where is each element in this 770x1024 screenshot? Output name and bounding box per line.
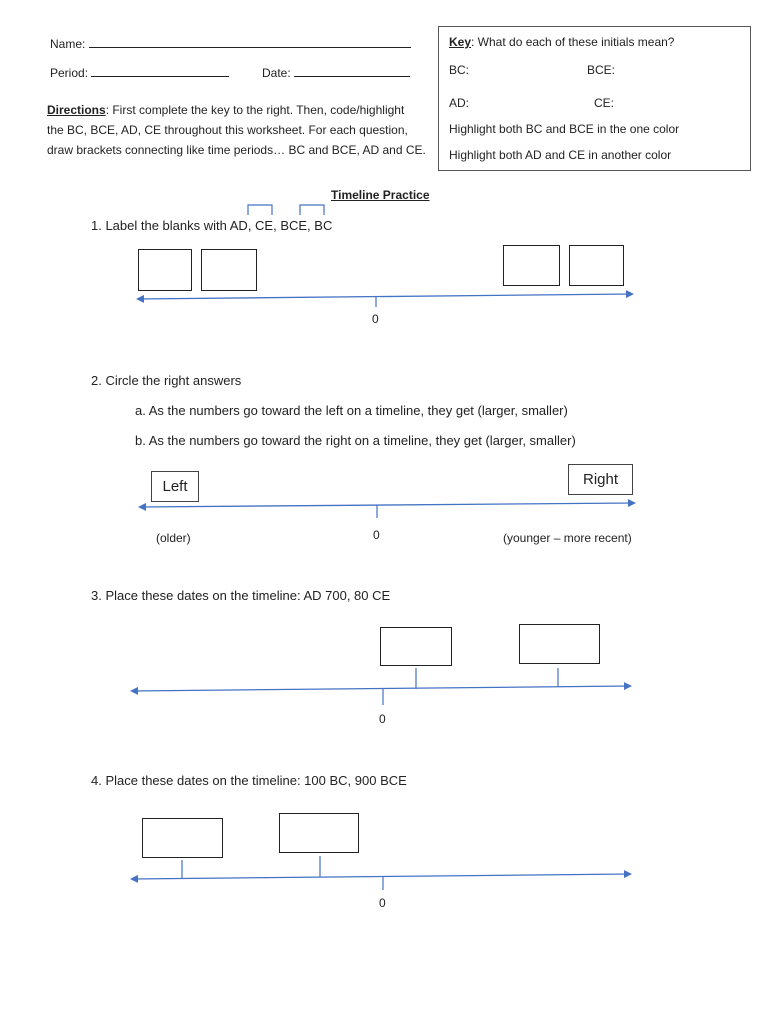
q4-timeline-axis <box>132 874 630 879</box>
q1-answer-box-1[interactable] <box>138 249 192 291</box>
q4-text: 4. Place these dates on the timeline: 100 BC, 900 BCE <box>91 773 407 788</box>
key-ad-label: AD: <box>449 96 470 110</box>
q1-answer-box-2[interactable] <box>201 249 257 291</box>
page-title: Timeline Practice <box>331 188 430 202</box>
directions-line1: : First complete the key to the right. Then, code/highlight <box>105 103 405 117</box>
q3-zero-label: 0 <box>379 712 386 726</box>
q1-bracket-ad-ce <box>248 205 272 215</box>
directions-line2: the BC, BCE, AD, CE throughout this worksheet. For each question, <box>47 123 408 137</box>
q4-zero-label: 0 <box>379 896 386 910</box>
key-instruction-1: Highlight both BC and BCE in the one color <box>449 122 680 136</box>
q2-text: 2. Circle the right answers <box>91 373 242 388</box>
q2-timeline-axis <box>140 503 634 507</box>
q1-text: 1. Label the blanks with AD, CE, BCE, BC <box>91 218 333 233</box>
key-bce-label: BCE: <box>587 63 616 77</box>
directions-line3: draw brackets connecting like time periods… BC and BCE, AD and CE. <box>47 143 426 157</box>
right-label: Right <box>582 471 619 488</box>
q4-answer-box-1[interactable] <box>142 818 223 858</box>
directions-heading: Directions <box>47 103 106 117</box>
key-ce-label: CE: <box>594 96 615 110</box>
q3-answer-box-2[interactable] <box>519 624 600 664</box>
q3-timeline-axis <box>132 686 630 691</box>
q1-answer-box-3[interactable] <box>503 245 560 286</box>
left-label-box <box>151 471 199 502</box>
right-label-box <box>568 464 633 495</box>
q1-bracket-bce-bc <box>300 205 324 215</box>
left-label: Left <box>162 478 188 495</box>
q3-answer-box-1[interactable] <box>380 627 452 666</box>
older-label: (older) <box>156 531 191 545</box>
key-instruction-2: Highlight both AD and CE in another color <box>449 148 672 162</box>
q1-zero-label: 0 <box>372 312 379 326</box>
key-question: : What do each of these initials mean? <box>471 35 675 49</box>
q4-answer-box-2[interactable] <box>279 813 359 853</box>
younger-label: (younger – more recent) <box>503 531 632 545</box>
period-label: Period: <box>50 66 89 80</box>
date-label: Date: <box>262 66 291 80</box>
key-bc-label: BC: <box>449 63 470 77</box>
q1-answer-box-4[interactable] <box>569 245 624 286</box>
key-heading: Key <box>449 35 472 49</box>
q2-part-a: a. As the numbers go toward the left on a timeline, they get (larger, smaller) <box>135 403 568 418</box>
q1-timeline-axis <box>138 294 632 299</box>
name-label: Name: <box>50 37 86 51</box>
q2-zero-label: 0 <box>373 528 380 542</box>
q2-part-b: b. As the numbers go toward the right on a timeline, they get (larger, smaller) <box>135 433 576 448</box>
q3-text: 3. Place these dates on the timeline: AD 700, 80 CE <box>91 588 391 603</box>
